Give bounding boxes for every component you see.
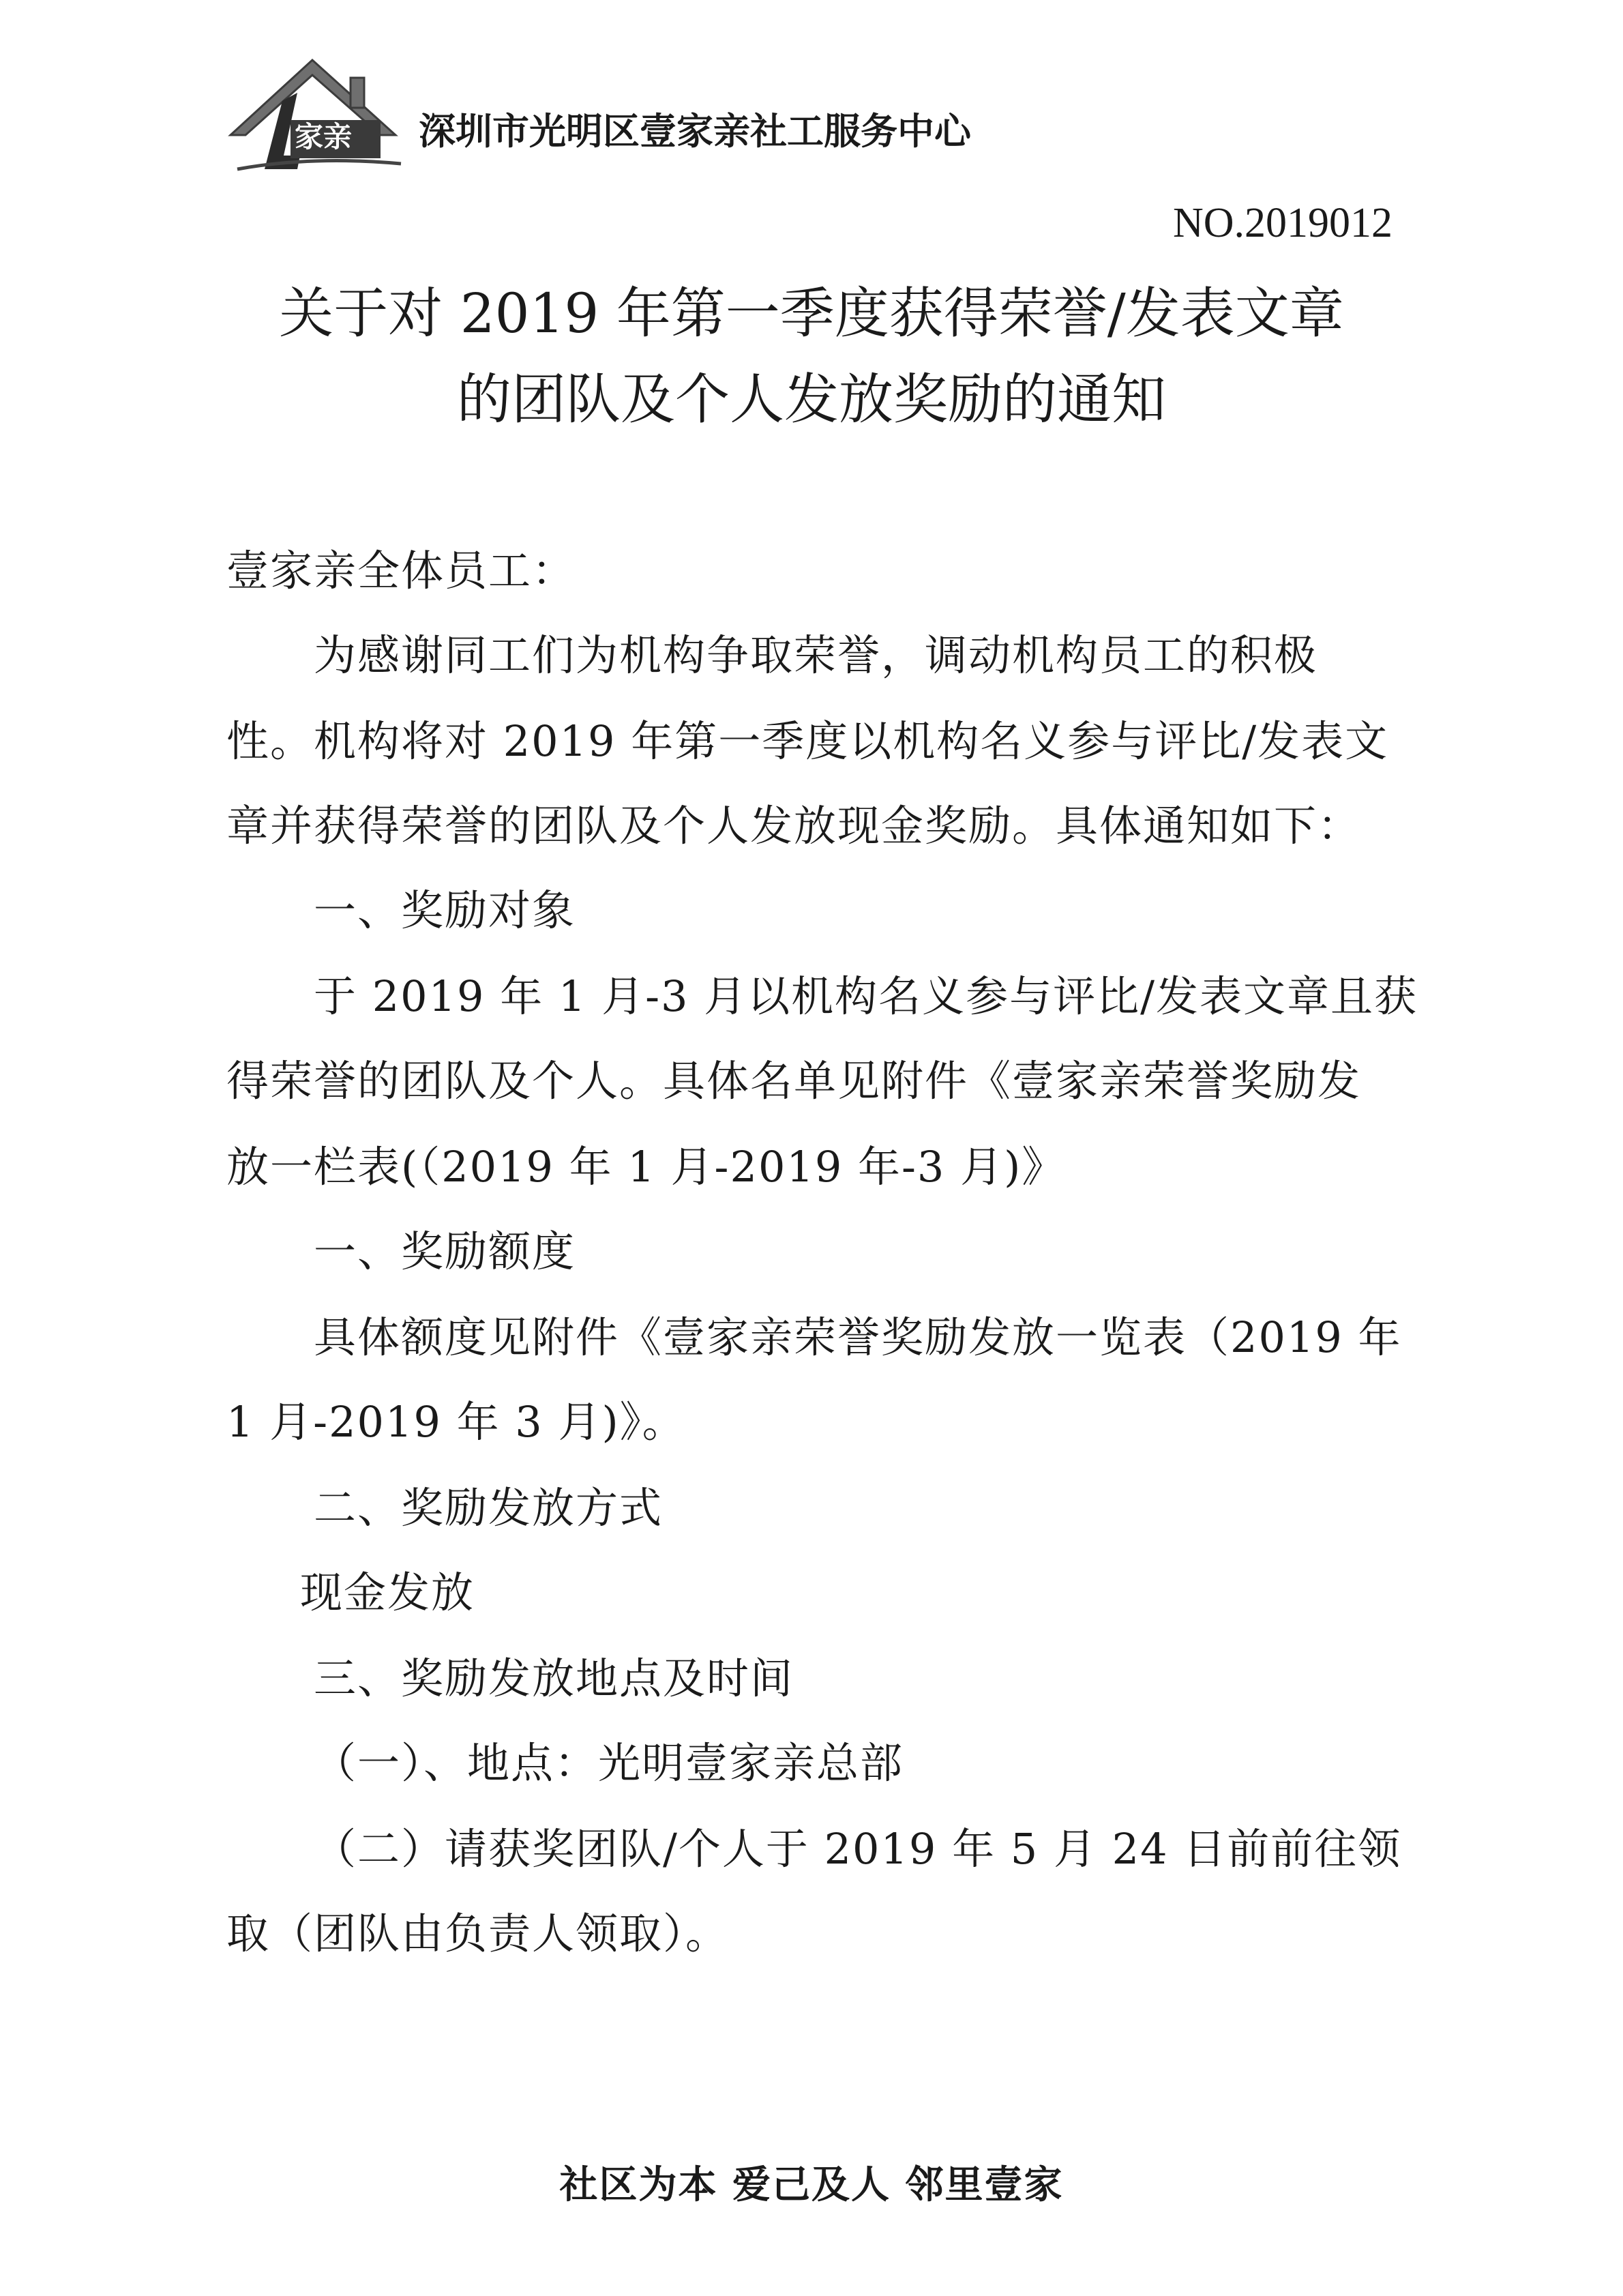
paragraph-line: 具体额度见附件《壹家亲荣誉奖励发放一览表（2019 年 [314,1312,1402,1362]
paragraph-line: 性。机构将对 2019 年第一季度以机构名义参与评比/发表文 [226,716,1389,766]
logo-text: 家亲 [295,120,353,153]
salutation: 壹家亲全体员工： [226,546,576,595]
footer-slogan: 社区为本 爱己及人 邻里壹家 [559,2163,1064,2207]
paragraph-line: 得荣誉的团队及个人。具体名单见附件《壹家亲荣誉奖励发 [226,1056,1362,1106]
document-title-line-2: 的团队及个人发放奖励的通知 [457,368,1166,431]
organization-logo [217,53,409,175]
paragraph-line: 为感谢同工们为机构争取荣誉，调动机构员工的积极 [314,630,1318,680]
paragraph-line: （一）、地点：光明壹家亲总部 [314,1738,904,1788]
paragraph-line: （二）请获奖团队/个人于 2019 年 5 月 24 日前前往领 [314,1824,1402,1874]
document-title-line-1: 关于对 2019 年第一季度获得荣誉/发表文章 [279,282,1344,345]
organization-name: 深圳市光明区壹家亲社工服务中心 [419,110,971,153]
paragraph-line: 现金发放 [300,1568,475,1617]
paragraph-line: 于 2019 年 1 月-3 月以机构名义参与评比/发表文章且获 [314,971,1418,1021]
paragraph-line: 放一栏表(（2019 年 1 月-2019 年-3 月)》 [226,1142,1066,1192]
document-number: NO.2019012 [1172,200,1393,246]
paragraph-line: 取（团队由负责人领取）。 [226,1909,730,1958]
section-heading: 三、奖励发放地点及时间 [314,1653,794,1703]
section-heading: 一、奖励额度 [314,1226,576,1276]
section-heading: 二、奖励发放方式 [314,1483,664,1533]
paragraph-line: 章并获得荣誉的团队及个人发放现金奖励。具体通知如下： [226,801,1362,851]
paragraph-line: 1 月-2019 年 3 月)》。 [226,1397,686,1447]
section-heading: 一、奖励对象 [314,885,576,935]
